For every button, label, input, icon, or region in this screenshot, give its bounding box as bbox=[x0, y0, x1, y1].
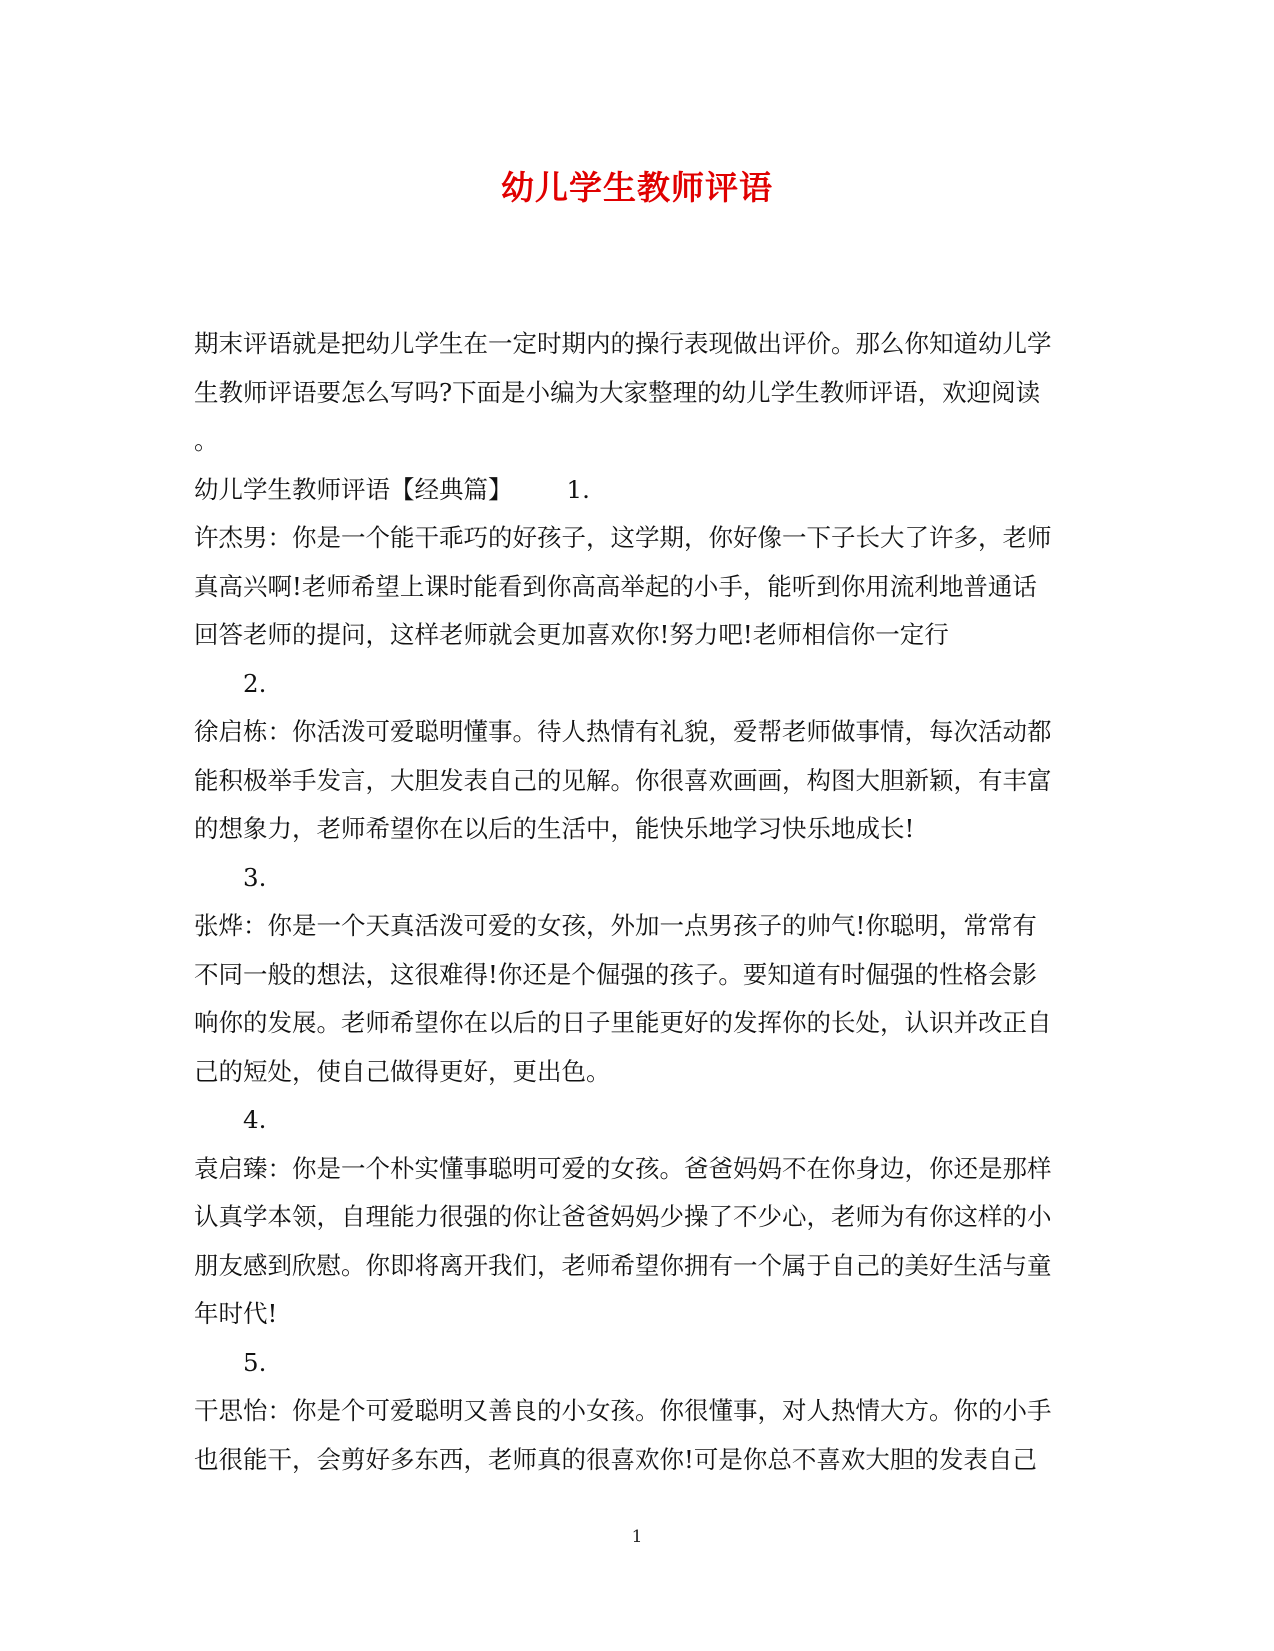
entry-line: 袁启臻：你是一个朴实懂事聪明可爱的女孩。爸爸妈妈不在你身边，你还是那样 bbox=[194, 1153, 1052, 1183]
entry-line: 徐启栋：你活泼可爱聪明懂事。待人热情有礼貌，爱帮老师做事情，每次活动都 bbox=[194, 717, 1052, 746]
entry-line: 朋友感到欣慰。你即将离开我们，老师希望你拥有一个属于自己的美好生活与童 bbox=[194, 1250, 1052, 1280]
entry-line: 张烨：你是一个天真活泼可爱的女孩，外加一点男孩子的帅气!你聪明，常常有 bbox=[194, 911, 1037, 940]
section-heading bbox=[194, 466, 1074, 515]
entry-line: 许杰男：你是一个能干乖巧的好孩子，这学期，你好像一下子长大了许多，老师 bbox=[194, 523, 1052, 552]
entry-line: 认真学本领，自理能力很强的你让爸爸妈妈少操了不少心，老师为有你这样的小 bbox=[194, 1202, 1052, 1231]
entry-line: 回答老师的提问，这样老师就会更加喜欢你!努力吧!老师相信你一定行 bbox=[194, 620, 949, 649]
entry-line: 己的短处，使自己做得更好，更出色。 bbox=[194, 1056, 611, 1086]
entry-line: 能积极举手发言，大胆发表自己的见解。你很喜欢画画，构图大胆新颖，有丰富 bbox=[194, 765, 1052, 795]
entry-line: 不同一般的想法，这很难得!你还是个倔强的孩子。要知道有时倔强的性格会影 bbox=[194, 959, 1037, 989]
document-body bbox=[194, 320, 1074, 1484]
document-title: 幼儿学生教师评语 bbox=[501, 168, 773, 207]
entry-number: 1. bbox=[566, 474, 590, 504]
entry-number: 5. bbox=[243, 1347, 267, 1377]
section-heading-label: 幼儿学生教师评语【经典篇】 bbox=[194, 474, 513, 504]
intro-line: 生教师评语要怎么写吗?下面是小编为大家整理的幼儿学生教师评语，欢迎阅读 bbox=[194, 377, 1041, 407]
entry-number: 4. bbox=[243, 1105, 267, 1134]
entry-number: 3. bbox=[243, 862, 267, 892]
entry-line: 响你的发展。老师希望你在以后的日子里能更好的发挥你的长处，认识并改正自 bbox=[194, 1008, 1052, 1037]
entry-line: 也很能干，会剪好多东西，老师真的很喜欢你!可是你总不喜欢大胆的发表自己 bbox=[194, 1444, 1037, 1474]
entry-number: 2. bbox=[243, 668, 267, 698]
intro-line: 。 bbox=[194, 426, 219, 455]
entry-line: 干思怡：你是个可爱聪明又善良的小女孩。你很懂事，对人热情大方。你的小手 bbox=[194, 1396, 1052, 1425]
entry-line: 的想象力，老师希望你在以后的生活中，能快乐地学习快乐地成长! bbox=[194, 814, 915, 843]
entry-line: 年时代! bbox=[194, 1299, 278, 1328]
page-number: 1 bbox=[631, 1527, 643, 1547]
entry-line: 真高兴啊!老师希望上课时能看到你高高举起的小手，能听到你用流利地普通话 bbox=[194, 571, 1037, 601]
intro-line: 期末评语就是把幼儿学生在一定时期内的操行表现做出评价。那么你知道幼儿学 bbox=[194, 329, 1052, 358]
